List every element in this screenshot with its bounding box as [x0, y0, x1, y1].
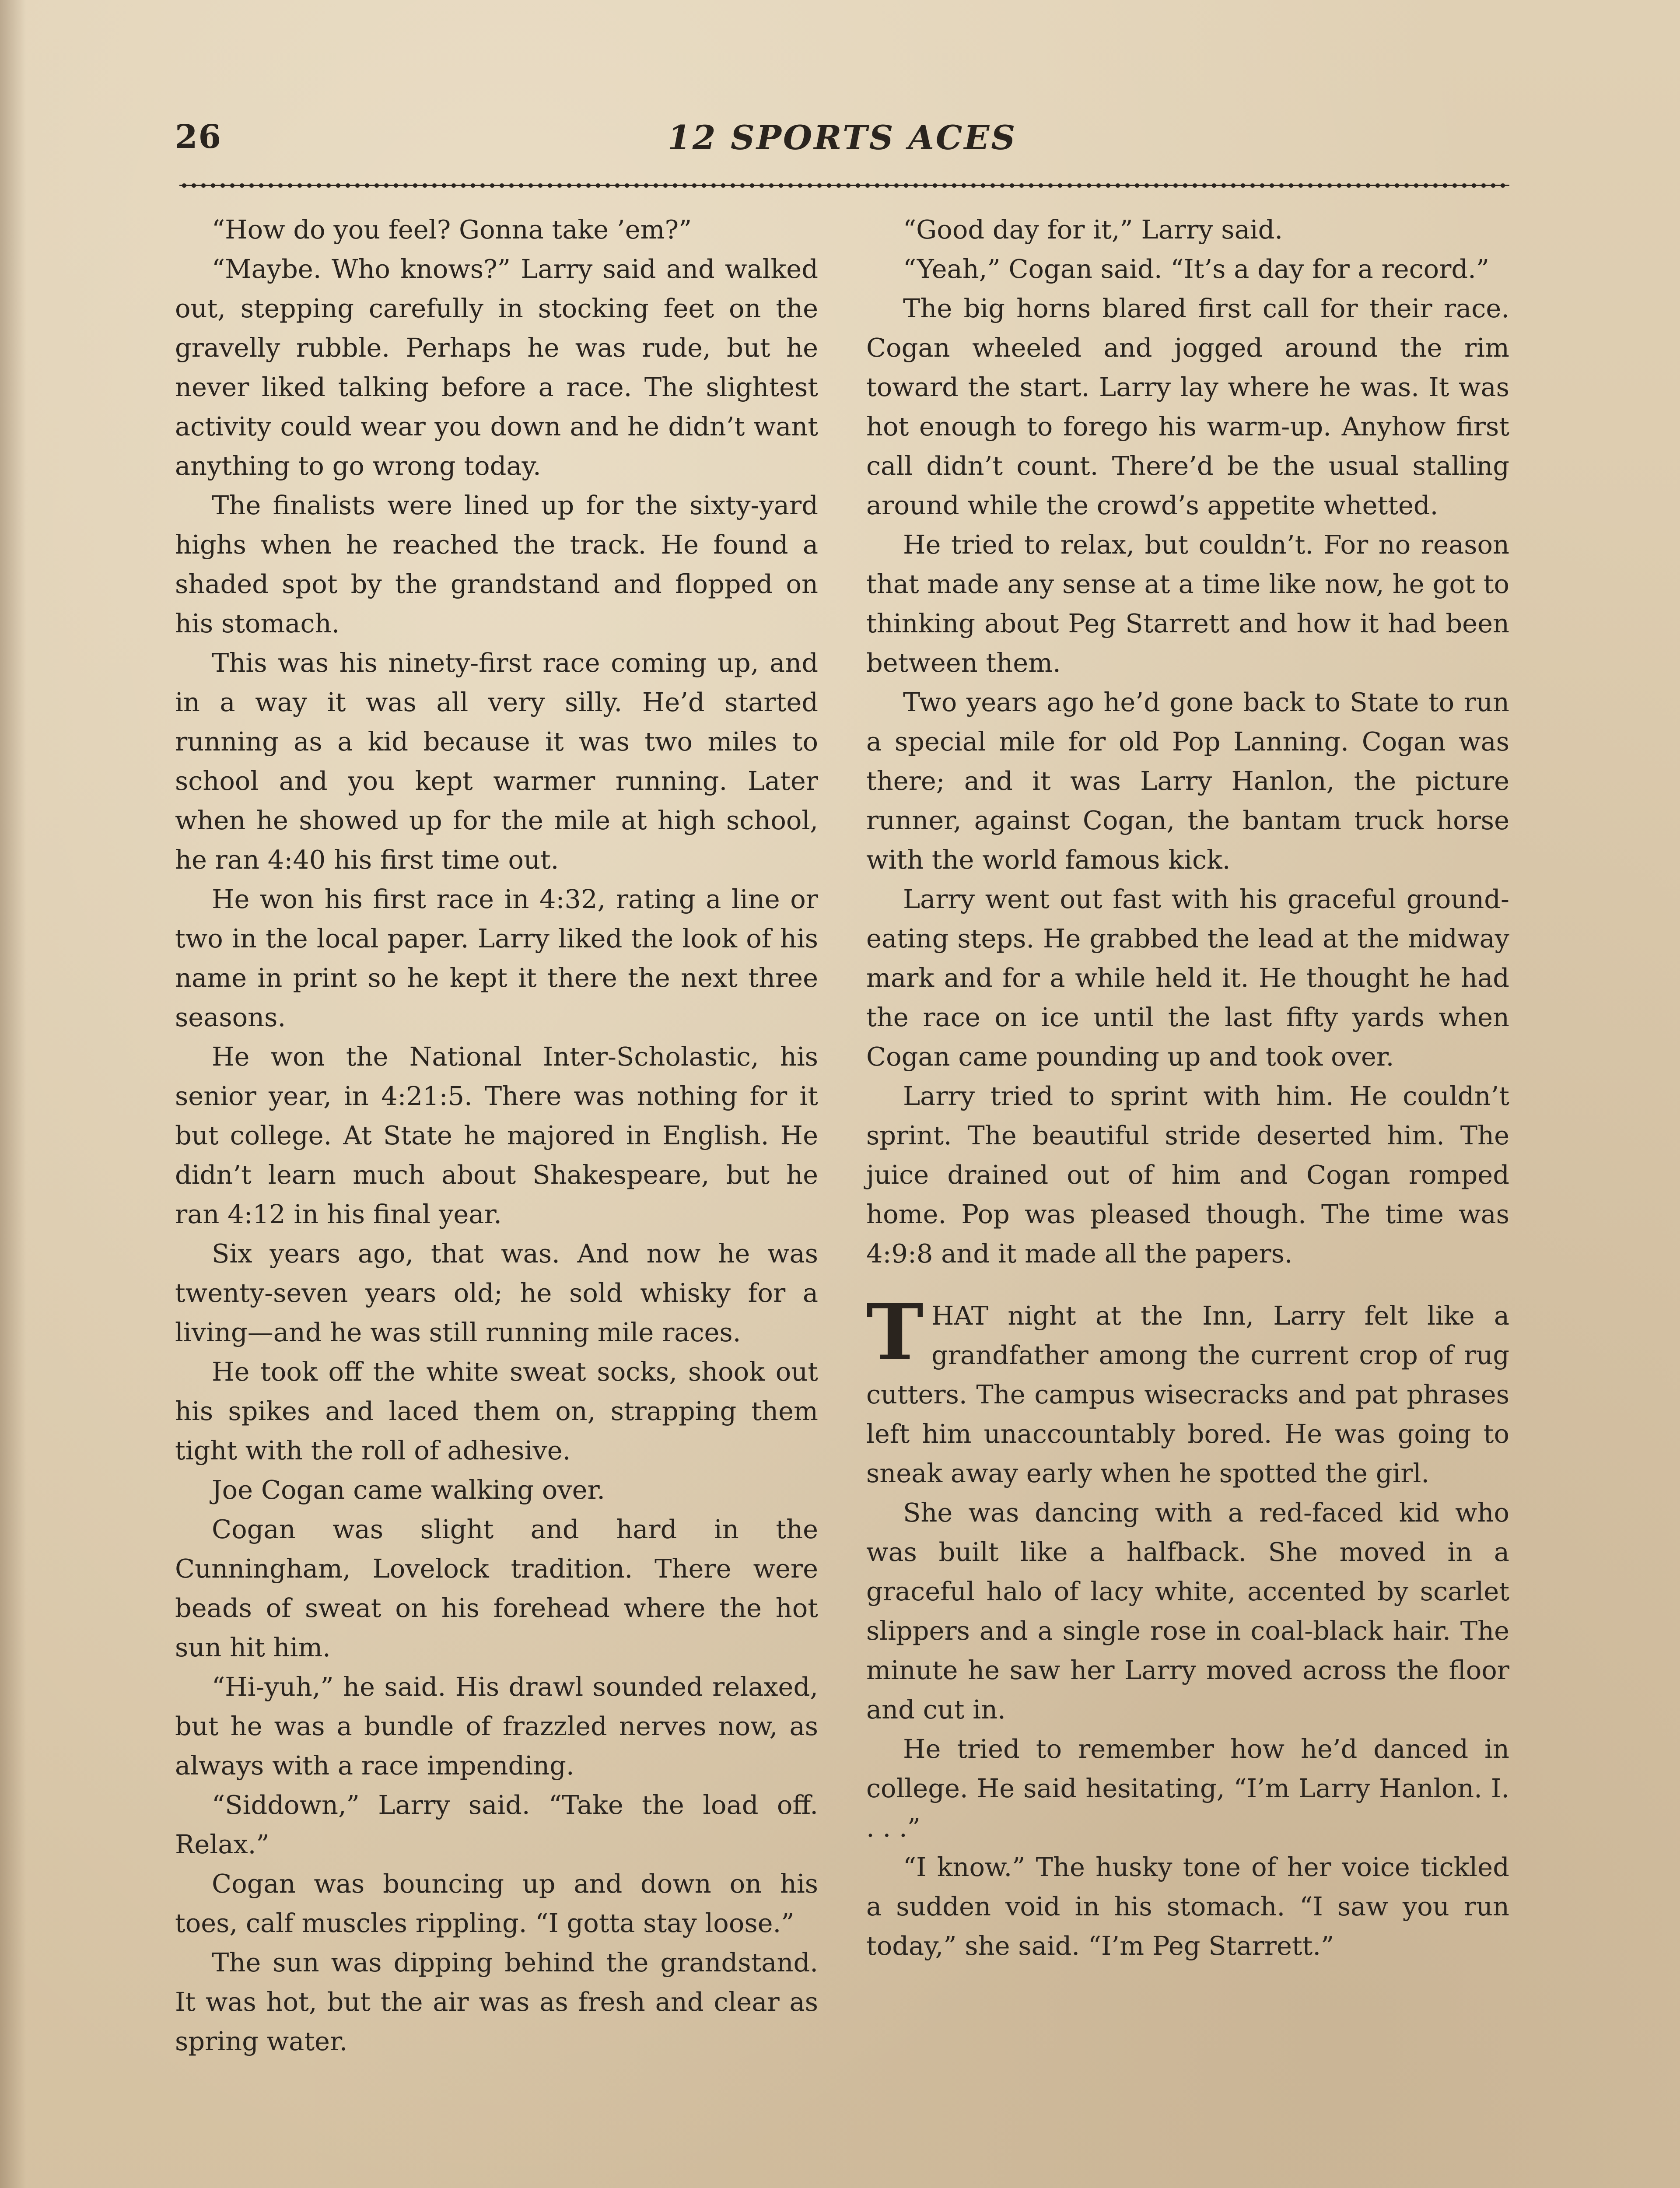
paragraph: Joe Cogan came walking over. [212, 1475, 605, 1505]
paragraph: “Hi-yuh,” he said. His drawl sounded relaxed, but he was a bundle of frazzled nerves now, as always with a race impending. [175, 1672, 818, 1781]
page-header [175, 118, 1509, 166]
page-spine-shadow [0, 0, 26, 2188]
running-head-title: 12 SPORTS ACES [667, 118, 1017, 157]
paragraph: The big horns blared first call for their race. Cogan wheeled and jogged around the rim toward the start. Larry lay where he was. It was hot enough to forego his warm-up. Anyhow first call didn’t count. There’d be the usual stalling around while the crowd’s appetite whetted. [866, 293, 1509, 520]
paragraph: He took off the white sweat socks, shook out his spikes and laced them on, strapping them tight with the roll of adhesive. [175, 1357, 818, 1466]
right-column [866, 210, 1509, 1966]
paragraph: “Yeah,” Cogan said. “It’s a day for a record.” [903, 254, 1490, 284]
page-number: 26 [175, 118, 222, 156]
section-opening-paragraph [866, 1287, 1509, 1493]
section-opening-text: HAT night at the Inn, Larry felt like a grandfather among the current crop of rug cutters. The campus wisecracks and pat phrases left him unaccountably bored. He was going to sneak away early when he spotted the girl. [866, 1301, 1509, 1488]
left-column [175, 210, 818, 2061]
paragraph: He tried to relax, but couldn’t. For no reason that made any sense at a time like now, he got to thinking about Peg Starrett and how it had been between them. [866, 529, 1509, 678]
paragraph: Larry went out fast with his graceful ground-eating steps. He grabbed the lead at the midway mark and for a while held it. He thought he had the race on ice until the last fifty yards when Cogan came pounding up and took over. [866, 884, 1509, 1072]
paragraph: The sun was dipping behind the grandstand. It was hot, but the air was as fresh and clear as spring water. [175, 1947, 818, 2056]
text-columns [175, 210, 1509, 2188]
paragraph: This was his ninety-first race coming up, and in a way it was all very silly. He’d started running as a kid because it was two miles to school and you kept warmer running. Later when he showed up for the mile at high school, he ran 4:40 his first time out. [175, 648, 818, 875]
dotted-header-rule [179, 180, 1509, 190]
paragraph: “Siddown,” Larry said. “Take the load off. Relax.” [175, 1790, 818, 1859]
paragraph: “Maybe. Who knows?” Larry said and walked out, stepping carefully in stocking feet on the gravelly rubble. Perhaps he was rude, but he never liked talking before a race. The slightest activity could wear you down and he didn’t want anything to go wrong today. [175, 254, 818, 481]
paragraph: “I know.” The husky tone of her voice tickled a sudden void in his stomach. “I saw you run today,” she said. “I’m Peg Starrett.” [866, 1852, 1509, 1961]
paragraph: “How do you feel? Gonna take ’em?” [212, 214, 692, 245]
paragraph: The finalists were lined up for the sixty-yard highs when he reached the track. He found a shaded spot by the grandstand and flopped on his stomach. [175, 490, 818, 638]
drop-cap: T [866, 1287, 924, 1378]
paragraph: He won his first race in 4:32, rating a line or two in the local paper. Larry liked the look of his name in print so he kept it there the next three seasons. [175, 884, 818, 1032]
paragraph: Larry tried to sprint with him. He couldn’t sprint. The beautiful stride deserted him. The juice drained out of him and Cogan romped home. Pop was pleased though. The time was 4:9:8 and it made all the papers. [866, 1081, 1509, 1269]
paragraph: He tried to remember how he’d danced in college. He said hesitating, “I’m Larry Hanlon. I. . . .” [866, 1734, 1509, 1843]
paragraph: He won the National Inter-Scholastic, his senior year, in 4:21:5. There was nothing for it but college. At State he majored in English. He didn’t learn much about Shakespeare, but he ran 4:12 in his final year. [175, 1041, 818, 1229]
paragraph: Two years ago he’d gone back to State to run a special mile for old Pop Lanning. Cogan was there; and it was Larry Hanlon, the picture runner, against Cogan, the bantam truck horse with the world famous kick. [866, 687, 1509, 875]
paragraph: Cogan was bouncing up and down on his toes, calf muscles rippling. “I gotta stay loose.” [175, 1869, 818, 1938]
paragraph: Six years ago, that was. And now he was twenty-seven years old; he sold whisky for a living—and he was still running mile races. [175, 1238, 818, 1347]
paragraph: She was dancing with a red-faced kid who was built like a halfback. She moved in a graceful halo of lacy white, accented by scarlet slippers and a single rose in coal-black hair. The minute he saw her Larry moved across the floor and cut in. [866, 1497, 1509, 1725]
paragraph: “Good day for it,” Larry said. [903, 214, 1283, 245]
paragraph: Cogan was slight and hard in the Cunningham, Lovelock tradition. There were beads of sweat on his forehead where the hot sun hit him. [175, 1514, 818, 1662]
